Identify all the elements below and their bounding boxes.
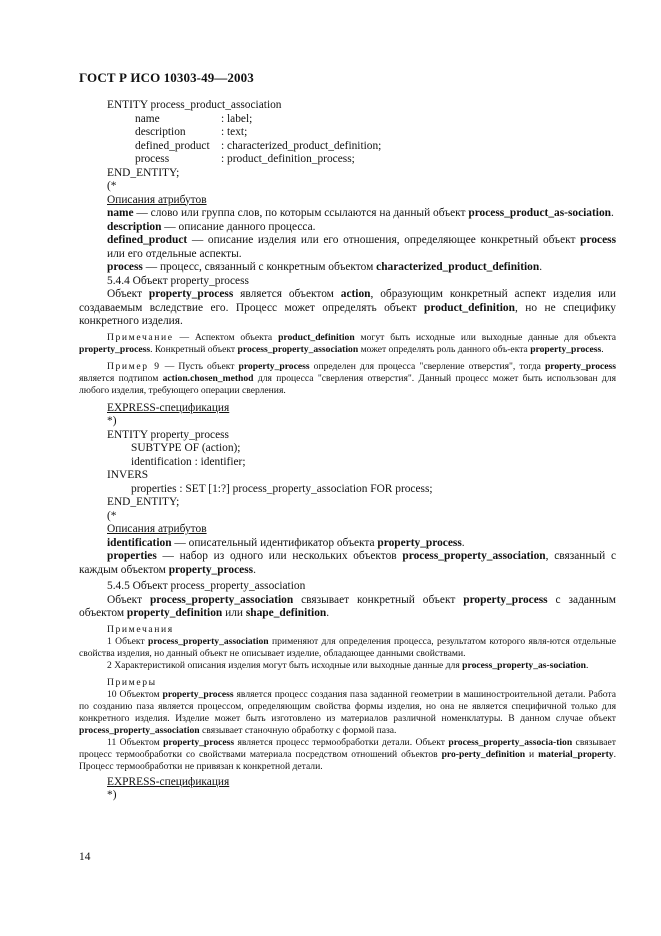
attr-desc-process <box>79 261 616 275</box>
attr-name: process <box>135 153 170 165</box>
text: — процесс, связанный с конкретным объектом <box>142 261 377 273</box>
entity-end: END_ENTITY; <box>107 166 180 179</box>
text: для процесса "сверления отверстия". Данный процесс может быть использован для любого изделия, требующего операции сверления. <box>79 372 617 396</box>
term: description <box>107 220 162 233</box>
ref: property_process <box>238 360 310 372</box>
paragraph <box>79 594 616 621</box>
ref: process_property_associa-tion <box>448 736 573 748</box>
note-2 <box>79 660 616 672</box>
ref: process_property_association <box>148 635 269 647</box>
term: name <box>107 207 134 219</box>
text: связывает процесс термообработки со свойствами материала посредством отношений объектов <box>79 736 616 760</box>
entity-attribute-row <box>135 153 616 167</box>
ref: shape_definition <box>245 607 327 619</box>
text: . <box>326 607 330 619</box>
text: , образующим конкретный аспект изделия или создаваемым вследствие его. Процесс может определять объект <box>79 288 616 314</box>
term: properties <box>107 550 157 562</box>
entity-header: ENTITY process_product_association <box>107 99 282 111</box>
text: или его отдельные аспекты. <box>107 247 242 260</box>
section-heading-5-4-5: 5.4.5 Объект process_property_association <box>107 580 306 592</box>
text: — слово или группа слов, по которым ссылаются на данный объект <box>133 207 469 219</box>
ref: property_process <box>163 736 235 748</box>
example-10 <box>79 689 616 737</box>
ref: property_process <box>544 360 617 372</box>
text: является подтипом <box>79 372 163 384</box>
text: . <box>601 343 604 355</box>
attr-desc-name <box>79 207 616 221</box>
text: 11 Объектом <box>107 736 164 748</box>
text: является объектом <box>233 288 341 300</box>
example <box>79 361 616 397</box>
ref: process_property_association <box>79 724 200 736</box>
paragraph <box>79 288 616 329</box>
code-line: END_ENTITY; <box>107 496 180 508</box>
text: могут быть исходные или выходные данные для объекта <box>354 331 617 343</box>
text: . <box>585 659 589 671</box>
attr-desc-properties <box>79 550 616 577</box>
page-number: 14 <box>79 851 91 863</box>
ref: property_process <box>168 563 254 576</box>
term: process <box>107 261 143 273</box>
text: — описание изделия или его отношения, определяющее конкретный объект <box>187 234 581 246</box>
attr-type: : product_definition_process; <box>221 153 355 165</box>
code-line: properties : SET [1:?] process_property_association FOR process; <box>131 482 433 495</box>
comment-open: (* <box>107 180 117 192</box>
text: Объект <box>107 288 149 300</box>
ref: process_property_as-sociation <box>462 659 586 671</box>
ref: process_property_association <box>237 343 359 355</box>
text: с заданным объектом <box>79 593 616 619</box>
attr-type: : text; <box>221 126 248 138</box>
term: defined_product <box>107 234 188 246</box>
text: , но не специфику конкретного изделия. <box>79 301 616 327</box>
entity-attribute-row <box>135 126 616 140</box>
ref: process_property_association <box>402 550 546 562</box>
ref: action.chosen_method <box>162 372 254 384</box>
text: . Конкретный объект <box>150 343 238 355</box>
ref: pro-perty_definition <box>441 748 526 760</box>
attr-type: : characterized_product_definition; <box>221 139 382 152</box>
note <box>79 332 616 356</box>
ref: characterized_product_definition <box>376 261 540 273</box>
examples-label: Примеры <box>107 676 157 688</box>
attributes-heading: Описания атрибутов <box>107 523 207 535</box>
attr-name: defined_product <box>135 139 210 152</box>
text: определен для процесса "сверление отверстия", тогда <box>309 360 545 372</box>
attr-desc-description <box>79 221 616 235</box>
ref: product_definition <box>278 331 355 343</box>
entity-attribute-row <box>135 140 616 154</box>
attr-name: name <box>135 112 160 125</box>
text: . <box>539 261 543 273</box>
note-label: Примечание <box>107 331 174 343</box>
text: — набор из одного или нескольких объектов <box>156 550 403 562</box>
attr-name: description <box>135 126 186 138</box>
example-11 <box>79 737 616 773</box>
ref: property_process <box>148 288 234 300</box>
comment-close: *) <box>107 415 117 427</box>
text: и <box>525 748 539 760</box>
attr-desc-defined-product <box>79 234 616 261</box>
text: связывает конкретный объект <box>293 593 464 606</box>
express-heading: EXPRESS-спецификация <box>107 401 230 414</box>
text: — описательный идентификатор объекта <box>171 536 378 549</box>
text: — Аспектом объекта <box>173 331 279 343</box>
code-line: INVERS <box>107 469 149 481</box>
text: является процесс термообработки детали. Объект <box>234 736 449 748</box>
page-content <box>79 99 616 803</box>
attributes-heading: Описания атрибутов <box>107 193 207 206</box>
comment-close: *) <box>107 789 117 801</box>
ref: action <box>340 288 371 300</box>
ref: process <box>580 234 616 246</box>
ref: product_definition <box>424 301 515 314</box>
ref: property_definition <box>126 607 223 619</box>
text: связывает станочную обработку с формой паза. <box>199 724 397 736</box>
text: может определять роль данного объ-екта <box>358 343 531 355</box>
code-line: ENTITY property_process <box>107 428 229 441</box>
text: — описание данного процесса. <box>161 220 316 233</box>
text: — Пусть объект <box>160 360 239 372</box>
text: 10 Объектом <box>107 688 163 700</box>
text: 1 Объект <box>107 635 149 647</box>
text: . Процесс термообработки не привязан к конкретной детали. <box>79 748 616 772</box>
text: . <box>610 207 614 219</box>
ref: process_property_association <box>149 593 294 606</box>
text: . <box>253 563 256 576</box>
code-line: (* <box>107 509 117 522</box>
note-1 <box>79 636 616 660</box>
text: 2 Характеристикой описания изделия могут быть исходные или выходные данные для <box>107 659 463 671</box>
entity-attribute-list <box>79 113 616 167</box>
example-label: Пример 9 <box>107 360 161 372</box>
section-heading-5-4-4: 5.4.4 Объект property_process <box>107 274 249 287</box>
ref: property_process <box>162 688 234 700</box>
notes-label: Примечания <box>107 623 174 635</box>
attr-type: : label; <box>221 112 253 125</box>
ref: material_property <box>538 748 614 760</box>
ref: property_process <box>79 343 151 355</box>
text: Объект <box>107 593 150 606</box>
text: применяют для определения процесса, результатом которого явля-ются отдельные свойства изделия, но данный объект не описывает изделие, обладающее данными свойствами. <box>79 635 616 659</box>
attr-desc-identification <box>79 537 616 551</box>
text: является процесс создания паза заданной геометрии в машиностроительной детали. Работа по созданию паза является процессом, определяющим свойства формы изделия, но она не является специфичной только для конкретного изделия. Изделие может быть изготовлено из материалов различной номенклатуры. В данном случае объект <box>79 688 616 724</box>
text: или <box>222 607 246 619</box>
entity-attribute-row <box>135 113 616 127</box>
ref: property_process <box>377 536 462 549</box>
term: identification <box>107 536 172 549</box>
text: . <box>461 536 465 549</box>
express-heading: EXPRESS-спецификация <box>107 775 230 788</box>
text: , связанный с каждым объектом <box>79 550 616 576</box>
code-line: SUBTYPE OF (action); <box>131 442 241 454</box>
ref: property_process <box>530 343 602 355</box>
ref: property_process <box>463 593 548 606</box>
ref: process_product_as-sociation <box>468 207 611 219</box>
page-header-title: ГОСТ Р ИСО 10303-49—2003 <box>79 70 254 85</box>
code-line: identification : identifier; <box>131 455 246 468</box>
